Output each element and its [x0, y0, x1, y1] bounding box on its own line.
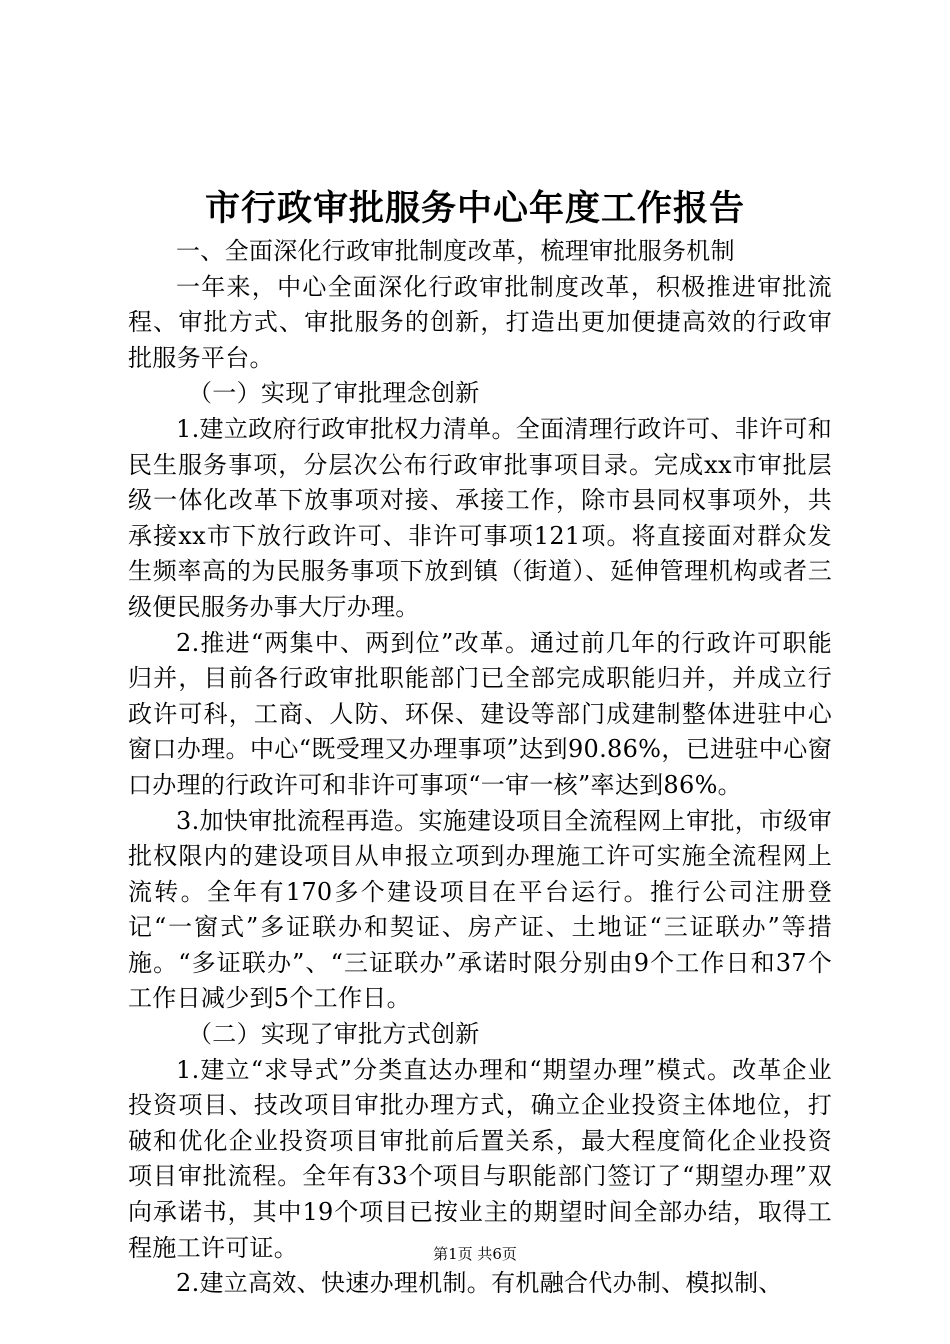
paragraph: 2.推进“两集中、两到位”改革。通过前几年的行政许可职能归并，目前各行政审批职能部门已全部完成职能归并，并成立行政许可科，工商、人防、环保、建设等部门成建制整体进驻中心窗口办理。中心“既受理又办理事项”达到90.86%，已进驻中心窗口办理的行政许可和非许可事项“一审一核”率达到86%。	[128, 628, 832, 799]
section-heading-1: 一、全面深化行政审批制度改革，梳理审批服务机制	[176, 237, 735, 265]
subsection-heading-1: （一）实现了审批理念创新	[188, 379, 480, 408]
paragraph: 1.建立“求导式”分类直达办理和“期望办理”模式。改革企业投资项目、技改项目审批办理方式，确立企业投资主体地位，打破和优化企业投资项目审批前后置关系，最大程度简化企业投资项目审批流程。全年有33个项目与职能部门签订了“期望办理”双向承诺书，其中19个项目已按业主的期望时间全部办结，取得工程施工许可证。	[128, 1055, 832, 1262]
document-body	[128, 234, 832, 1302]
paragraph: 1.建立政府行政审批权力清单。全面清理行政许可、非许可和民生服务事项，分层次公布行政审批事项目录。完成xx市审批层级一体化改革下放事项对接、承接工作，除市县同权事项外，共承接xx市下放行政许可、非许可事项121项。将直接面对群众发生频率高的为民服务事项下放到镇（街道）、延伸管理机构或者三级便民服务办事大厅办理。	[128, 414, 832, 621]
paragraph: 一年来，中心全面深化行政审批制度改革，积极推进审批流程、审批方式、审批服务的创新，打造出更加便捷高效的行政审批服务平台。	[128, 272, 832, 372]
paragraph: 2.建立高效、快速办理机制。有机融合代办制、模拟制、	[176, 1269, 783, 1298]
page-footer: 第1页 共6页	[433, 1245, 517, 1263]
document-title: 市行政审批服务中心年度工作报告	[204, 188, 745, 229]
subsection-heading-2: （二）实现了审批方式创新	[188, 1020, 480, 1049]
paragraph: 3.加快审批流程再造。实施建设项目全流程网上审批，市级审批权限内的建设项目从申报立项到办理施工许可实施全流程网上流转。全年有170多个建设项目在平台运行。推行公司注册登记“一窗式”多证联办和契证、房产证、土地证“三证联办”等措施。“多证联办”、“三证联办”承诺时限分别由9个工作日和37个工作日减少到5个工作日。	[128, 806, 832, 1013]
